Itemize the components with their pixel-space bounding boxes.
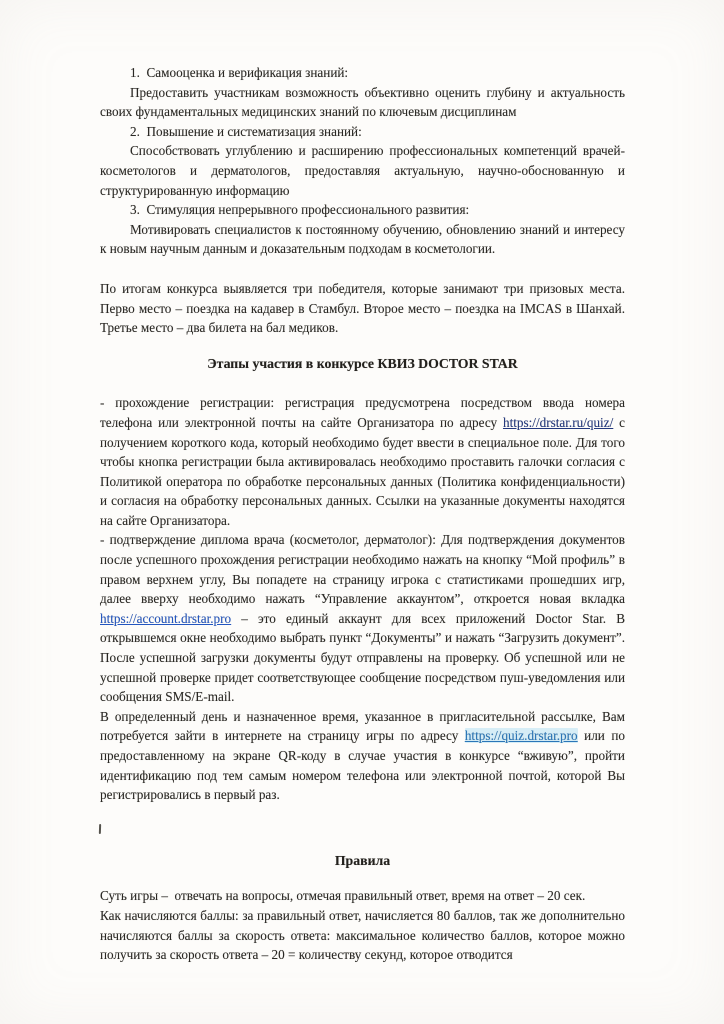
- paragraph-game-day: [100, 707, 625, 805]
- game-day-text-post: или по предоставленному на экране QR-коду в случае участия в конкурсе “вживую”, пройти идентификацию под тем самым номером телефона или электронной почтой, которой Вы регистрировались в первый раз.: [100, 728, 625, 803]
- paragraph-registration: [100, 393, 625, 530]
- objective-1-title: 1. Самооценка и верификация знаний:: [130, 65, 349, 80]
- diploma-text-post: – это единый аккаунт для всех приложений Doctor Star. В открывшемся окне необходимо выбрать пункт “Документы” и нажать “Загрузить документ”. После успешной загрузки документы будут отправлены на проверку. Об успешной или не успешной проверке придет соответствующее сообщение посредством пуш-уведомления или сообщения SMS/E-mail.: [100, 610, 625, 705]
- account-link[interactable]: https://account.drstar.pro: [100, 610, 232, 626]
- quiz-link[interactable]: https://quiz.drstar.pro: [464, 728, 578, 744]
- rules-line-1: Суть игры – отвечать на вопросы, отмечая правильный ответ, время на ответ – 20 сек.: [100, 888, 586, 904]
- diploma-text-pre: - подтверждение диплома врача (косметолог, дерматолог): Для подтверждения документов после успешного прохождения регистрации необходимо нажать на кнопку “Мой профиль” в правом верхнем углу, Вы попадете на страницу игрока с статистиками прошедших игр, далее вверху необходимо нажать “Управление аккаунтом”, откроется новая вкладка: [100, 532, 625, 607]
- paragraph-diploma: [100, 530, 625, 706]
- registration-text-post: с получением короткого кода, который необходимо будет ввести в специальное поле. Для того чтобы кнопка регистрации была активировалась необходимо проставить галочки согласия с Политикой оператора по обработке персональных данных (Политика конфиденциальности) и согласия на обработку персональных данных. Ссылки на указанные документы находятся на сайте Организатора.: [100, 414, 625, 528]
- heading-stages: Этапы участия в конкурсе КВИЗ DOCTOR STAR: [207, 355, 518, 371]
- scan-artifact-mark: [99, 824, 101, 834]
- objective-3-title: 3. Стимуляция непрерывного профессионального развития:: [130, 202, 470, 218]
- objective-2-title: 2. Повышение и систематизация знаний:: [130, 123, 362, 139]
- heading-rules: Правила: [334, 852, 391, 868]
- game-day-text-pre: В определенный день и назначенное время, указанное в пригласительной рассылке, Вам потребуется зайти в интернете на страницу игры по адресу: [100, 708, 625, 744]
- document-content: [100, 63, 625, 965]
- registration-link[interactable]: https://drstar.ru/quiz/: [502, 414, 614, 430]
- rules-line-2: Как начисляются баллы: за правильный ответ, начисляется 80 баллов, так же дополнительно начисляются баллы за скорость ответа: максимальное количество баллов, которое можно получить за скорость ответа – 20 = количеству секунд, которое отводится: [100, 907, 625, 963]
- objective-2-body: Способствовать углублению и расширению профессиональных компетенций врачей-косметологов и дерматологов, предоставляя актуальную, научно-обоснованную и структурированную информацию: [100, 143, 625, 198]
- objective-1-body: Предоставить участникам возможность объективно оценить глубину и актуальность своих фундаментальных медицинских знаний по ключевым дисциплинам: [100, 84, 625, 120]
- paragraph-prizes: По итогам конкурса выявляется три победителя, которые занимают три призовых места. Перво место – поездка на кадавер в Стамбул. Второе место – поездка на IMCAS в Шанхай. Третье место – два билета на бал медиков.: [100, 280, 625, 336]
- registration-text-pre: - прохождение регистрации: регистрация предусмотрена посредством ввода номера телефона или электронной почты на сайте Организатора по адресу: [100, 395, 625, 430]
- objective-3-body: Мотивировать специалистов к постоянному обучению, обновлению знаний и интересу к новым научным данным и доказательным подходам в косметологии.: [100, 221, 625, 257]
